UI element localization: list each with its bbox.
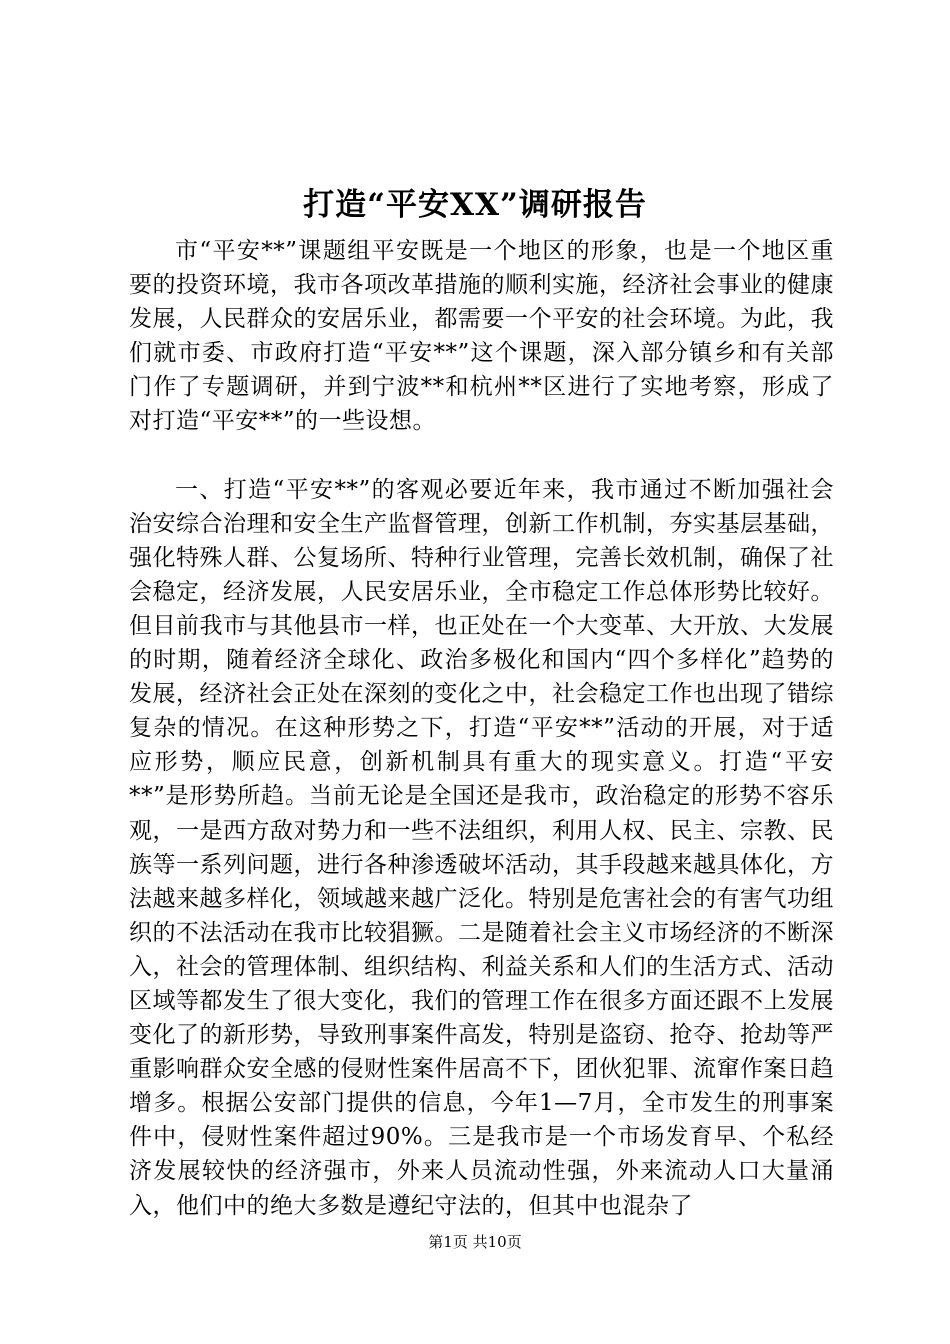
paragraph-section-one: 一、打造“平安**”的客观必要近年来，我市通过不断加强社会治安综合治理和安全生产监督管理，创新工作机制，夯实基层基础，强化特殊人群、公复场所、特种行业管理，完善长效机制，确保了社会稳定，经济发展，人民安居乐业，全市稳定工作总体形势比较好。但目前我市与其他县市一样，也正处在一个大变革、大开放、大发展的时期，随着经济全球化、政治多极化和国内“四个多样化”趋势的发展，经济社会正处在深刻的变化之中，社会稳定工作也出现了错综复杂的情况。在这种形势之下，打造“平安**”活动的开展，对于适应形势，顺应民意，创新机制具有重大的现实意义。打造“平安**”是形势所趋。当前无论是全国还是我市，政治稳定的形势不容乐观，一是西方敌对势力和一些不法组织，利用人权、民主、宗教、民族等一系列问题，进行各种渗透破坏活动，其手段越来越具体化，方法越来越多样化，领域越来越广泛化。特别是危害社会的有害气功组织的不法活动在我市比较猖獗。二是随着社会主义市场经济的不断深入，社会的管理体制、组织结构、利益关系和人们的生活方式、活动区域等都发生了很大变化，我们的管理工作在很多方面还跟不上发展变化了的新形势，导致刑事案件高发，特别是盗窃、抢夺、抢劫等严重影响群众安全感的侵财性案件居高不下，团伙犯罪、流窜作案日趋增多。根据公安部门提供的信息，今年1—7月，全市发生的刑事案件中，侵财性案件超过90%。三是我市是一个市场发育早、个私经济发展较快的经济强市，外来人员流动性强，外来流动人口大量涌入，他们中的绝大多数是遵纪守法的，但其中也混杂了 xyxy=(129,476,834,1219)
paragraph-intro: 市“平安**”课题组平安既是一个地区的形象，也是一个地区重要的投资环境，我市各项改革措施的顺利实施，经济社会事业的健康发展，人民群众的安居乐业，都需要一个平安的社会环境。为此，我们就市委、市政府打造“平安**”这个课题，深入部分镇乡和有关部门作了专题调研，并到宁波**和杭州**区进行了实地考察，形成了对打造“平安**”的一些设想。 xyxy=(129,238,834,435)
page-footer: 第1页 共10页 xyxy=(428,1233,522,1251)
document-title: 打造“平安XX”调研报告 xyxy=(303,187,647,223)
document-body xyxy=(129,234,834,1223)
